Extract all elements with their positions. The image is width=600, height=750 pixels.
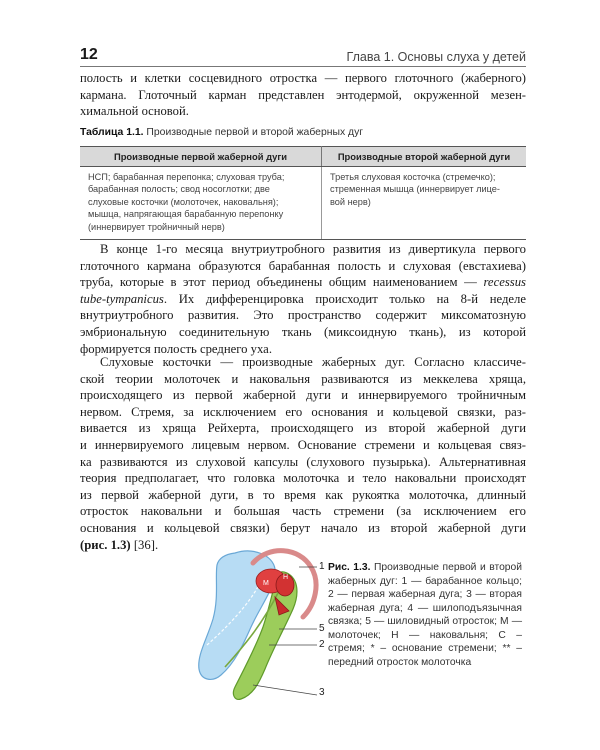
figure-label-3: 3 (319, 687, 325, 698)
text-line: Слуховые косточки — производные жаберных дуг. Согласно классиче- (100, 355, 526, 369)
text-line: внутриутробного развития. Это пространство содержит миксоматозную (80, 308, 526, 323)
paragraph-auditory-ossicles (80, 354, 526, 553)
table-row (80, 167, 526, 240)
second-arch-cell (322, 167, 527, 240)
figure-caption-number: Рис. 1.3. (328, 562, 371, 573)
text-line: формируется полость среднего уха. (80, 341, 272, 356)
text-line: нервом. Стремя, за исключением его основания и кольцевой связки, раз- (80, 404, 526, 419)
derivatives-table (80, 146, 526, 240)
text-line: из первой жаберной дуги, в то время как рукоятка молоточка, длинный (80, 487, 526, 502)
figure-caption-text: Производные первой и второй жаберных дуг: 1 — барабанное кольцо; 2 — первая жаберная дуга; 3 — вторая жаберная дуга; 4 — шилоподъязычная связка; 5 — шиловидный отросток; М — молоточек; Н — наковальня; С – стремя; * – основание стремени; ** – передний отросток молоточка (328, 562, 522, 668)
malleus-label: M (263, 580, 269, 587)
text-line: химальной основой. (80, 104, 189, 119)
table-caption-number: Таблица 1.1. (80, 127, 144, 138)
cell-line: слуховые косточки (молоточек, наковальня); (88, 196, 279, 207)
text-line: кармана. Глоточный карман представлен энтодермой, окруженной мезен- (80, 87, 526, 102)
text-line: труба, которые в этот период объединены общим наименованием — recessus (80, 275, 526, 290)
column-header-second-arch: Производные второй жаберной дуги (322, 147, 527, 167)
intro-paragraph (80, 70, 526, 120)
figure-caption (328, 561, 522, 669)
figure-label-5: 5 (319, 623, 325, 634)
latin-term: recessus (476, 275, 526, 290)
leader-line (253, 685, 317, 695)
cell-line: вой нерв) (330, 196, 371, 207)
cell-line: Третья слуховая косточка (стремечко); (330, 172, 496, 182)
figure-reference[interactable]: (рис. 1.3) (80, 537, 131, 552)
text-line: ской теории молоточек и наковальня развиваются из меккелева хряща, (80, 371, 526, 386)
cell-line: барабанная полость; свод носоглотки; две (88, 184, 270, 195)
cell-line: (иннервирует тройничный нерв) (88, 221, 225, 232)
table-header-row (80, 147, 526, 167)
text-line: теория предполагает, что головка молоточка и тело наковальни происходят (80, 471, 526, 486)
text-line: эмбриональную соединительную ткань (миксоидную ткань), из которой (80, 324, 526, 339)
text-line: вивается из хряща Рейхерта, происходящего из второй жаберной дуги (80, 421, 526, 436)
text-line: и иннервируемого лицевым нервом. Основание стремени и кольцевая связ- (80, 437, 526, 452)
latin-term: tube-tympanicus (80, 291, 164, 306)
branchial-arch-illustration (195, 545, 330, 705)
text-line: основания и кольцевой связки) берут начало из второй жаберной дуги (80, 520, 526, 535)
table-caption-text: Производные первой и второй жаберных дуг (143, 127, 364, 138)
chapter-title: Глава 1. Основы слуха у детей (346, 50, 526, 64)
table-caption (80, 127, 363, 138)
paragraph-embryonic-development (80, 241, 526, 357)
running-header (80, 40, 526, 67)
incus-label: H (283, 574, 289, 581)
text-line: отросток наковальни и большая часть стремени (за исключением его (80, 504, 526, 519)
text-line: происходящего из первой жаберной дуги и иннервируемого тройничным (80, 388, 526, 403)
cell-line: стременная мышца (иннервирует лице- (330, 184, 500, 195)
figure-label-2: 2 (319, 639, 325, 650)
cell-line: НСП; барабанная перепонка; слуховая труба; (88, 172, 285, 182)
page-number: 12 (80, 46, 98, 63)
text-line: tube-tympanicus. Их дифференцировка происходит только на 8-й неделе (80, 291, 526, 306)
column-header-first-arch: Производные первой жаберной дуги (80, 147, 322, 167)
text-line: (рис. 1.3) [36]. (80, 537, 159, 552)
figure-label-1: 1 (319, 561, 325, 572)
text-line: В конце 1-го месяца внутриутробного развития из дивертикула первого (100, 242, 526, 256)
text-line: глоточного кармана образуются барабанная полость и слуховая (евстахиева) (80, 258, 526, 273)
first-arch-cell (80, 167, 322, 240)
text-line: ка развиваются из слуховой капсулы (слухового пузырька). Альтернативная (80, 454, 526, 469)
cell-line: мышца, напрягающая барабанную перепонку (88, 209, 284, 220)
text-line: полость и клетки сосцевидного отростка — первого глоточного (жаберного) (80, 71, 526, 85)
